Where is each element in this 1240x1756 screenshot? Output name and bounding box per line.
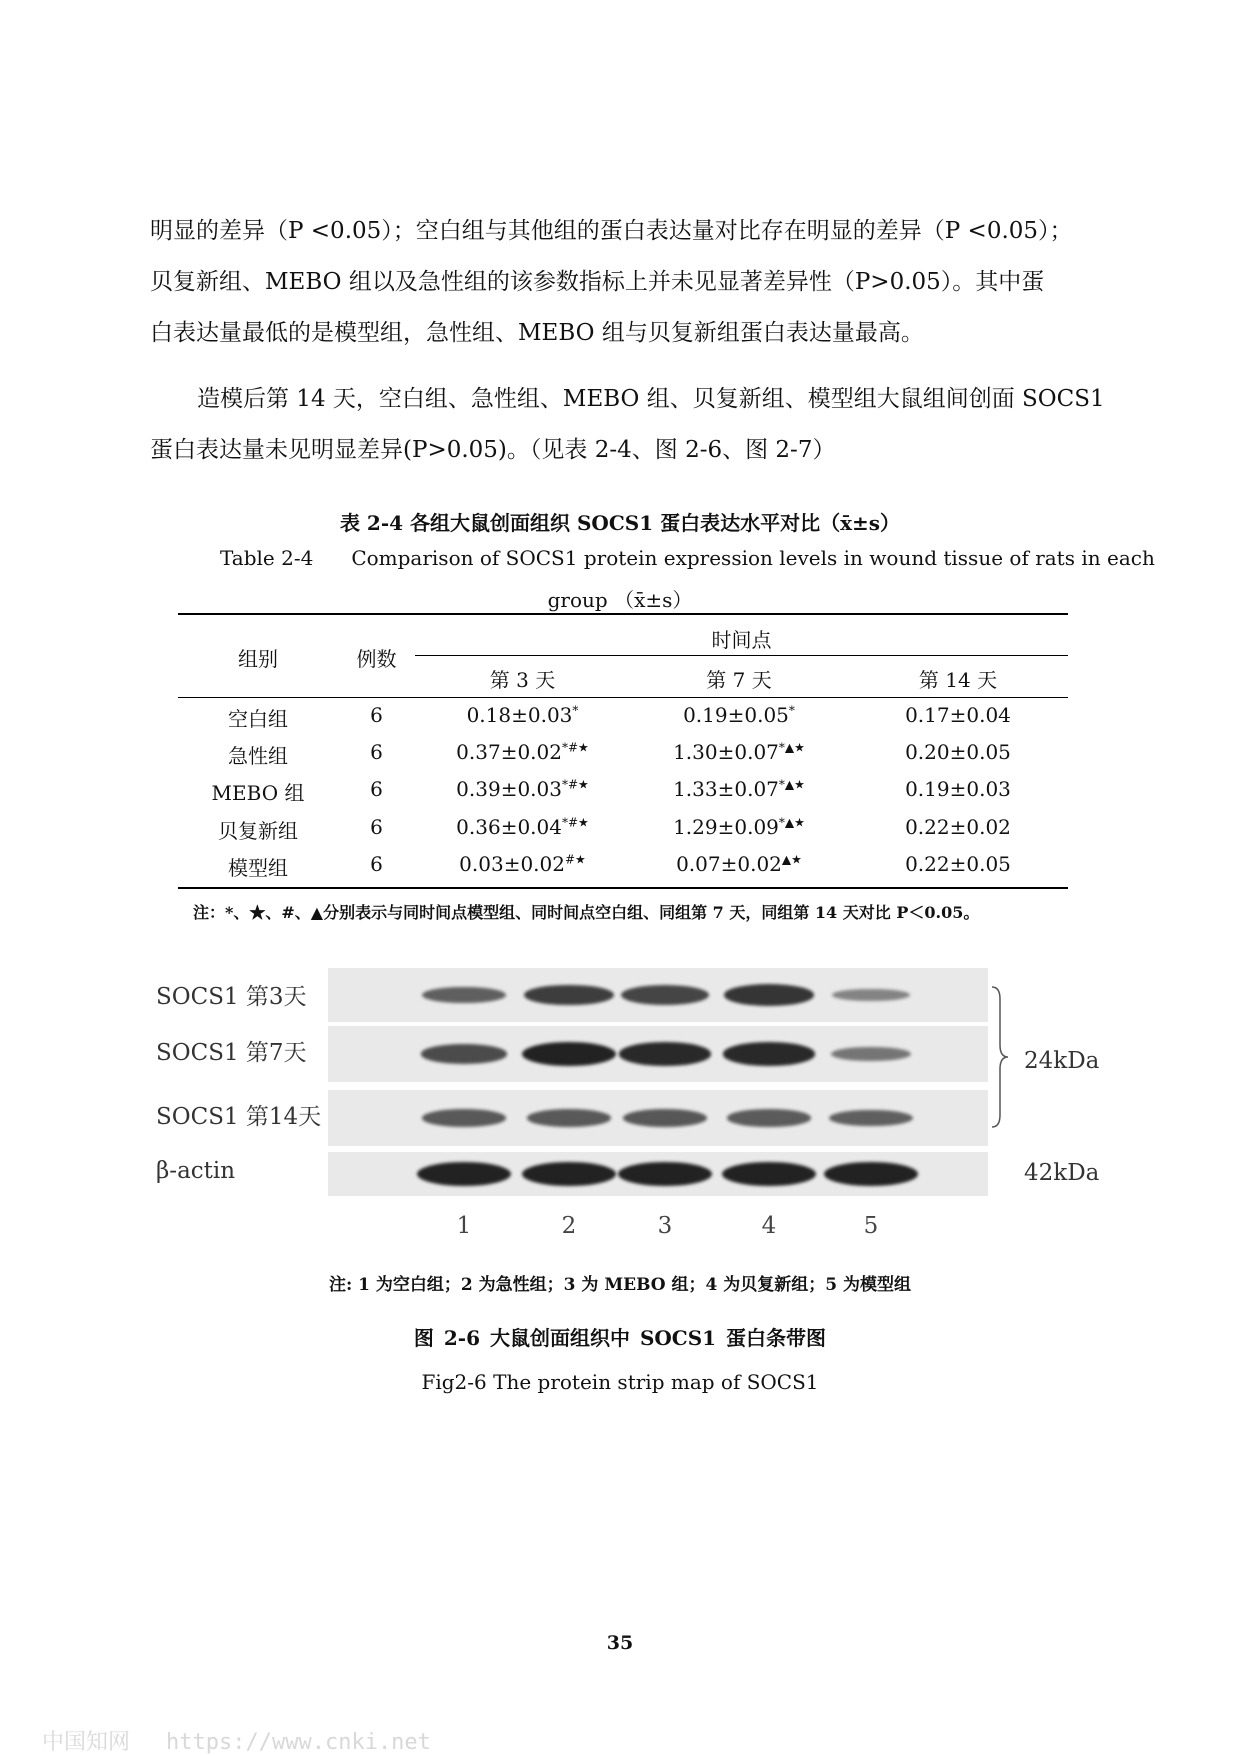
blot-strip-socs1-day7 xyxy=(328,1026,988,1082)
blot-strip-socs1-day3 xyxy=(328,968,988,1022)
blot-row-label: SOCS1 第3天 xyxy=(156,984,307,1010)
protein-band xyxy=(524,985,613,1006)
lane-number: 4 xyxy=(761,1213,777,1239)
cell-group: 空白组 xyxy=(228,707,288,731)
cell-value: 0.37±0.02 xyxy=(456,740,562,764)
header-group: 组别 xyxy=(238,647,278,671)
header-timepoint: 时间点 xyxy=(711,628,772,652)
table-caption-en-text: Comparison of SOCS1 protein expression levels in wound tissue of rats in each xyxy=(351,546,1155,570)
blot-row-label: SOCS1 第7天 xyxy=(156,1040,307,1066)
figure-note: 注: 1 为空白组；2 为急性组；3 为 MEBO 组；4 为贝复新组；5 为模型组 xyxy=(328,1275,912,1295)
protein-band xyxy=(618,1162,712,1186)
blot-strip-beta-actin xyxy=(328,1152,988,1196)
cell-day7 xyxy=(630,777,848,801)
page-number: 35 xyxy=(606,1632,634,1654)
significance-mark: *#★ xyxy=(562,815,589,830)
significance-mark: #★ xyxy=(565,852,586,867)
kda-label-actin: 42kDa xyxy=(1024,1160,1100,1186)
cell-value: 0.36±0.04 xyxy=(456,815,562,839)
text-line: 造模后第 14 天，空白组、急性组、MEBO 组、贝复新组、模型组大鼠组间创面 SOCS1 xyxy=(197,386,1105,412)
figure-caption-cn: 图 2-6 大鼠创面组织中 SOCS1 蛋白条带图 xyxy=(413,1326,827,1350)
blot-row-label: β-actin xyxy=(156,1158,236,1184)
protein-band xyxy=(722,1162,816,1186)
text-line: 蛋白表达量未见明显差异(P>0.05)。（见表 2-4、图 2-6、图 2-7） xyxy=(150,437,836,463)
significance-mark: ▲★ xyxy=(781,852,802,867)
protein-band xyxy=(831,1047,911,1061)
lane-number: 3 xyxy=(657,1213,673,1239)
cell-value: 0.19±0.05 xyxy=(683,703,789,727)
protein-band xyxy=(623,1109,708,1127)
cell-n: 6 xyxy=(370,777,383,801)
protein-band xyxy=(723,1042,816,1065)
header-n: 例数 xyxy=(356,647,397,671)
table-subheader-rule xyxy=(415,655,1068,656)
table-caption-en-label: Table 2-4 xyxy=(220,546,314,570)
cell-day7 xyxy=(630,815,848,839)
cell-value: 1.33±0.07 xyxy=(673,777,779,801)
cell-value: 0.18±0.03 xyxy=(466,703,573,727)
protein-band xyxy=(621,985,709,1005)
protein-band xyxy=(422,987,505,1004)
protein-band xyxy=(417,1162,511,1186)
table-caption-en xyxy=(220,546,1155,570)
protein-band xyxy=(824,1162,918,1186)
cell-day14: 0.19±0.03 xyxy=(905,777,1011,801)
cell-group: 模型组 xyxy=(228,856,288,880)
significance-mark: *▲★ xyxy=(778,777,805,792)
protein-band xyxy=(727,1109,811,1126)
protein-band xyxy=(421,1044,508,1063)
bracket-icon xyxy=(990,985,1020,1130)
table-caption-en-cont: group （x̄±s） xyxy=(547,588,693,612)
table-bottom-rule xyxy=(178,887,1068,889)
table-header-rule xyxy=(178,697,1068,698)
cell-day7 xyxy=(630,852,848,876)
cell-n: 6 xyxy=(370,852,383,876)
cell-n: 6 xyxy=(370,740,383,764)
table-footnote: 注：*、★、#、▲分别表示与同时间点模型组、同时间点空白组、同组第 7 天，同组第 14 天对比 P＜0.05。 xyxy=(193,903,980,922)
cell-group: MEBO 组 xyxy=(211,781,305,805)
protein-band xyxy=(832,989,909,1002)
text-line: 贝复新组、MEBO 组以及急性组的该参数指标上并未见显著差异性（P>0.05）。其中蛋 xyxy=(150,269,1045,295)
header-day7: 第 7 天 xyxy=(706,668,772,692)
blot-strip-socs1-day14 xyxy=(328,1090,988,1146)
table-top-rule xyxy=(178,613,1068,615)
cell-day14: 0.22±0.02 xyxy=(905,815,1011,839)
significance-mark: *▲★ xyxy=(778,815,805,830)
cell-day14: 0.20±0.05 xyxy=(905,740,1011,764)
protein-band xyxy=(527,1109,611,1127)
cell-n: 6 xyxy=(370,815,383,839)
cell-day3 xyxy=(415,815,630,839)
lane-number: 2 xyxy=(561,1213,577,1239)
significance-mark: * xyxy=(572,703,579,718)
paragraph-results-day3-day7 xyxy=(150,206,1098,359)
cell-day3 xyxy=(415,852,630,876)
cell-group: 急性组 xyxy=(228,744,288,768)
cnki-watermark xyxy=(42,1725,467,1756)
protein-band xyxy=(522,1042,616,1066)
cell-day3 xyxy=(415,703,630,727)
cell-n: 6 xyxy=(370,703,383,727)
significance-mark: *▲★ xyxy=(778,740,805,755)
cell-day3 xyxy=(415,777,630,801)
watermark-url: https://www.cnki.net xyxy=(166,1730,431,1755)
cell-value: 0.03±0.02 xyxy=(459,852,565,876)
paragraph-results-day14 xyxy=(150,374,1105,476)
significance-mark: *#★ xyxy=(562,740,589,755)
blot-row-label: SOCS1 第14天 xyxy=(156,1104,322,1130)
watermark-site-name: 中国知网 xyxy=(42,1730,131,1755)
protein-band xyxy=(619,1042,712,1065)
text-line: 白表达量最低的是模型组，急性组、MEBO 组与贝复新组蛋白表达量最高。 xyxy=(150,320,924,346)
cell-value: 1.29±0.09 xyxy=(673,815,779,839)
header-day3: 第 3 天 xyxy=(489,668,556,692)
header-day14: 第 14 天 xyxy=(918,668,998,692)
protein-band xyxy=(522,1162,616,1186)
cell-value: 0.07±0.02 xyxy=(676,852,782,876)
cell-day3 xyxy=(415,740,630,764)
protein-band xyxy=(422,1109,506,1127)
cell-value: 0.39±0.03 xyxy=(456,777,562,801)
table-caption-cn: 表 2-4 各组大鼠创面组织 SOCS1 蛋白表达水平对比（x̄±s） xyxy=(339,511,901,535)
significance-mark: *#★ xyxy=(562,777,589,792)
lane-number: 5 xyxy=(863,1213,879,1239)
protein-band xyxy=(829,1110,912,1127)
cell-day14: 0.22±0.05 xyxy=(905,852,1011,876)
kda-label-socs1: 24kDa xyxy=(1024,1048,1100,1074)
protein-band xyxy=(724,984,814,1006)
figure-caption-en: Fig2-6 The protein strip map of SOCS1 xyxy=(421,1370,819,1394)
significance-mark: * xyxy=(788,703,795,718)
cell-group: 贝复新组 xyxy=(218,819,298,843)
cell-day14: 0.17±0.04 xyxy=(905,703,1011,727)
cell-day7 xyxy=(630,703,848,727)
text-line: 明显的差异（P <0.05）；空白组与其他组的蛋白表达量对比存在明显的差异（P <0.05）； xyxy=(150,218,1073,244)
cell-value: 1.30±0.07 xyxy=(673,740,779,764)
cell-day7 xyxy=(630,740,848,764)
lane-number: 1 xyxy=(456,1213,472,1239)
